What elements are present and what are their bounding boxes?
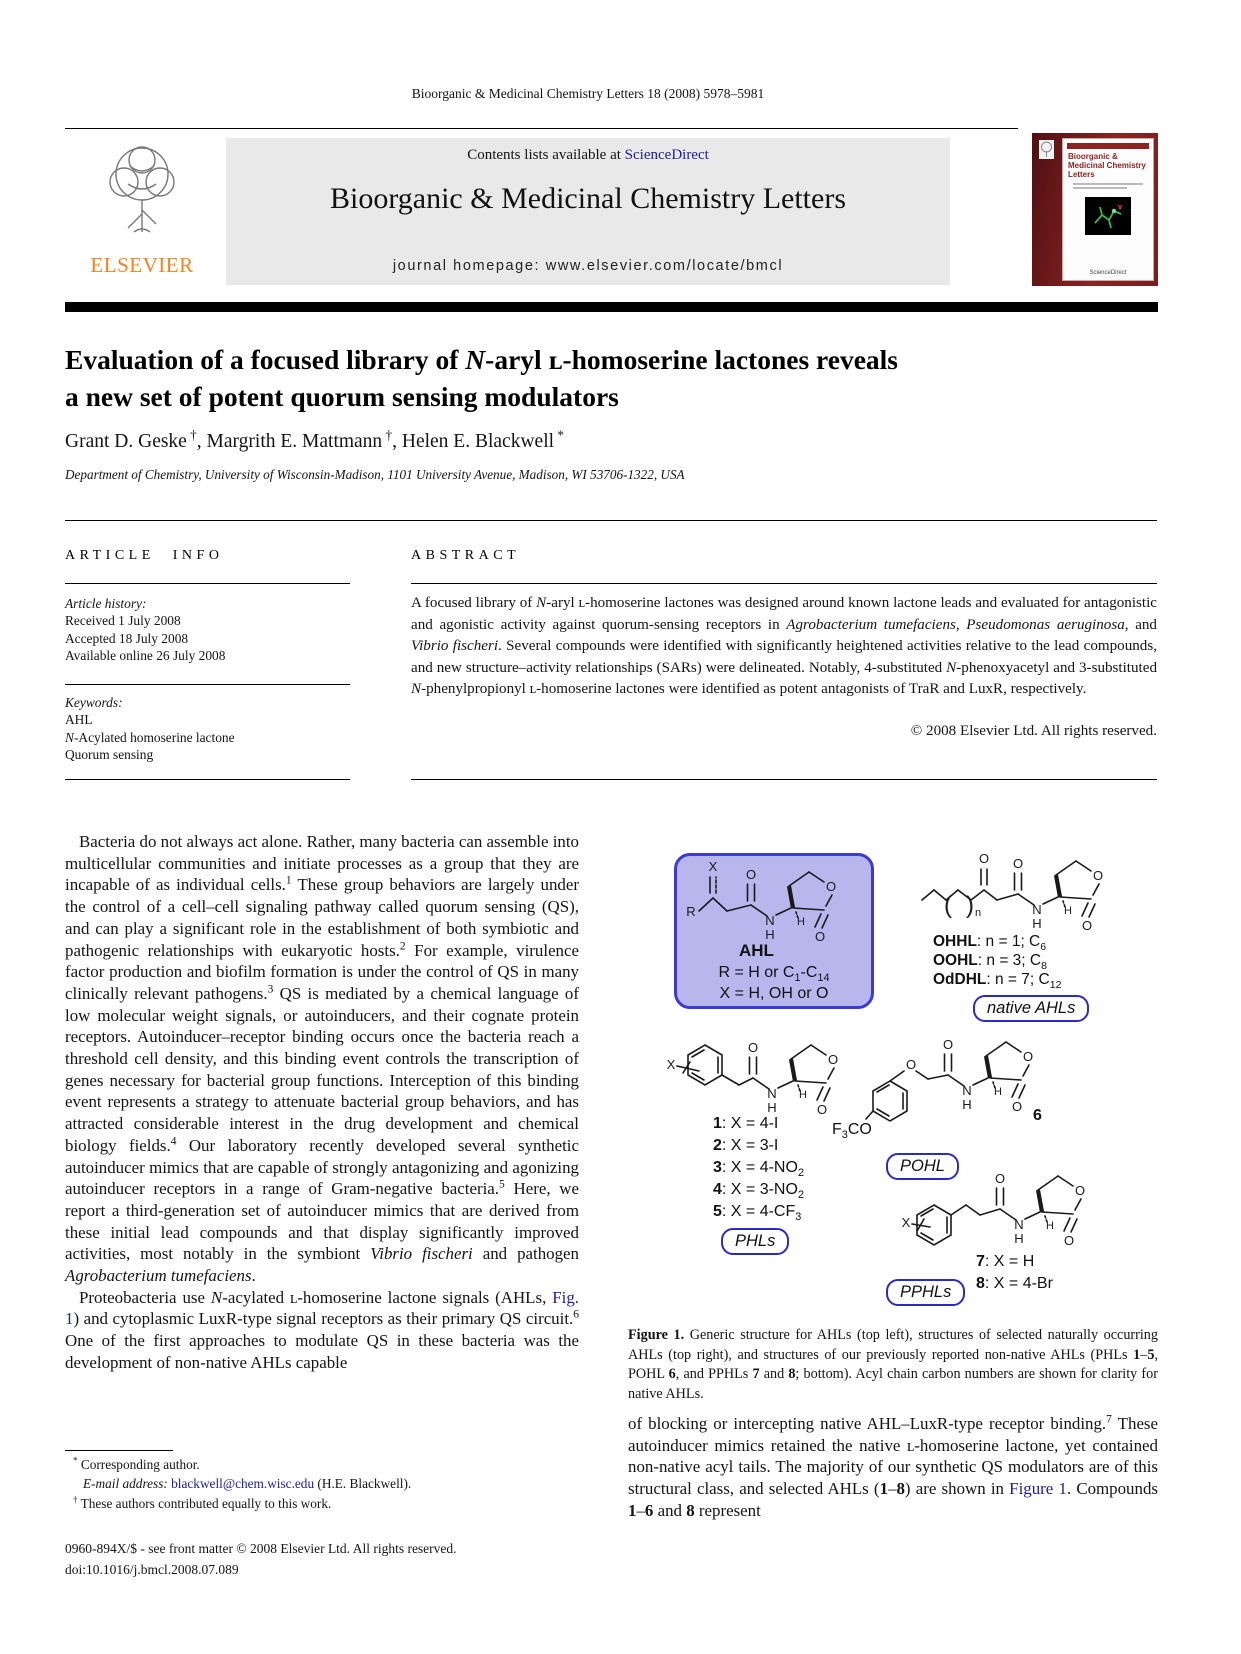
cover-molecule-image xyxy=(1085,197,1131,235)
text-run: OOHL xyxy=(933,952,978,969)
footnotes xyxy=(65,1455,579,1513)
text-run: and xyxy=(759,1366,789,1383)
article-info-head-rule xyxy=(65,583,350,584)
text-run: 5 xyxy=(499,1178,505,1191)
text-run: Corresponding author. xyxy=(77,1457,200,1472)
native-ahl-structure xyxy=(918,843,1128,943)
pohl-structure xyxy=(838,1033,1073,1145)
text-run: : X = H xyxy=(984,1253,1035,1270)
article-info-heading: ARTICLE INFO xyxy=(65,548,224,563)
email-note xyxy=(65,1474,579,1493)
keywords-block xyxy=(65,694,350,764)
text-run: , and xyxy=(1124,616,1157,633)
text-run: † xyxy=(73,1494,78,1505)
text-run: 3 xyxy=(795,1211,802,1224)
text-run: – xyxy=(888,1479,897,1499)
text-run: and pathogen xyxy=(472,1244,579,1264)
text-run: -aryl ʟ-homoserine lactones was designed around known lactone leads and evaluated for antagonistic and agonistic activity against quorum-sensing receptors in xyxy=(411,595,1157,633)
compound-5-label xyxy=(713,1201,801,1224)
text-run: 12 xyxy=(1049,979,1062,992)
text-run: : X = 4-CF xyxy=(721,1203,796,1220)
cover-subtitle-line xyxy=(1073,183,1143,185)
text-run: † xyxy=(382,427,393,443)
text-run: 6 xyxy=(668,1366,676,1383)
keyword-item xyxy=(65,729,350,746)
svg-text:O: O xyxy=(978,851,990,866)
text-run: N xyxy=(536,595,547,611)
text-run: X = H, OH or O xyxy=(719,985,829,1002)
info-block-top-rule xyxy=(65,520,1157,521)
text-run: 2 xyxy=(399,939,406,952)
affiliation: Department of Chemistry, University of Wisconsin-Madison, 1101 University Avenue, Madison, WI 53706-1322, USA xyxy=(65,467,685,482)
text-run: 1 xyxy=(285,874,292,887)
text-run: 5 xyxy=(1147,1346,1155,1363)
svg-text:n: n xyxy=(974,907,982,919)
ahl-r-definition xyxy=(677,962,871,985)
text-run: 3 xyxy=(841,1129,848,1142)
svg-text:X: X xyxy=(666,1057,676,1072)
oddhl-label xyxy=(933,971,1061,990)
text-run: A focused library of xyxy=(411,595,537,611)
text-run: . Compounds xyxy=(1066,1479,1158,1499)
abstract-heading: ABSTRACT xyxy=(411,548,521,563)
figure-1-caption xyxy=(628,1326,1158,1404)
keywords-label: Keywords: xyxy=(65,695,123,710)
text-run: 8 xyxy=(1041,960,1047,973)
text-run: : X = 3-I xyxy=(721,1137,779,1154)
text-run: 4 xyxy=(713,1181,722,1198)
compound-6-label: 6 xyxy=(1033,1107,1042,1124)
text-run: 7 xyxy=(1106,1413,1112,1426)
svg-text:R: R xyxy=(686,904,696,919)
figure1-ref-link[interactable]: Figure 1 xyxy=(1009,1479,1067,1499)
text-run: 1 xyxy=(1133,1346,1141,1363)
text-run: R = H or C xyxy=(718,964,795,981)
text-run: -phenoxyacetyl and 3-substituted xyxy=(956,659,1157,676)
text-run: – xyxy=(636,1500,645,1520)
body-column-right xyxy=(628,1413,1158,1522)
pohl-badge: POHL xyxy=(886,1153,959,1180)
compound-2-label xyxy=(713,1135,778,1158)
abstract-text xyxy=(411,593,1157,701)
header-black-bar xyxy=(65,302,1158,312)
text-run: These authors contributed equally to this work. xyxy=(77,1495,332,1511)
text-run: 6 xyxy=(573,1308,579,1321)
text-run: : n = 3; C xyxy=(977,952,1042,969)
text-run: Our laboratory recently developed several synthetic autoinducer mimics that are capable of strongly antagonizing and agonizing autoinducer receptors in a range of Gram-negative bacteria. xyxy=(65,1135,579,1199)
text-run: Vibrio fischeri xyxy=(411,638,499,655)
text-run: * xyxy=(554,427,564,443)
text-run: 8 xyxy=(896,1479,905,1499)
text-run: AHL xyxy=(65,712,93,728)
text-run: 3 xyxy=(267,983,274,996)
text-run: : X = 4-Br xyxy=(984,1275,1053,1292)
compound-4-label xyxy=(713,1179,804,1202)
journal-header-box xyxy=(226,138,950,285)
cover-red-bar xyxy=(1067,143,1149,149)
text-run: * xyxy=(73,1455,78,1466)
text-run: Grant D. Geske xyxy=(65,431,187,452)
text-run: . Several compounds were identified with significantly heightened activities relative to the lead compounds, and new structure–activity relationships (SARs) were delineated. Notably, 4-substituted xyxy=(411,638,1157,676)
text-run: Agrobacterium tumefaciens, Pseudomonas aeruginosa xyxy=(786,616,1125,633)
text-run: 7 xyxy=(752,1366,760,1383)
keyword-item xyxy=(65,711,350,728)
journal-cover-thumbnail[interactable] xyxy=(1032,133,1158,286)
figure1-ref-link[interactable]: Fig. 1 xyxy=(65,1287,579,1329)
keyword-item xyxy=(65,746,350,763)
native-ahls-badge: native AHLs xyxy=(973,995,1089,1022)
text-run: 14 xyxy=(817,972,830,985)
article-history xyxy=(65,595,350,665)
text-run: ) and cytoplasmic LuxR-type signal receptors as their primary QS circuit. xyxy=(73,1309,574,1329)
text-run: : n = 7; C xyxy=(986,971,1050,988)
text-run: Here, we report a third-generation set of autoinducer mimics that are derived from these initial lead compounds and that display significantly improved activities, most notably in the symbiont xyxy=(65,1179,579,1264)
ahl-generic-structure xyxy=(683,858,863,950)
compound-7-label xyxy=(976,1251,1034,1274)
text-run: Vibrio fischeri xyxy=(370,1244,473,1264)
text-run: 3 xyxy=(713,1159,722,1176)
text-run: -C xyxy=(800,964,818,981)
text-run: N xyxy=(210,1287,223,1307)
text-run: 5 xyxy=(713,1203,722,1220)
text-run: Figure 1. xyxy=(628,1327,685,1343)
figure-1 xyxy=(628,843,1158,1315)
text-run: 1 xyxy=(628,1500,637,1520)
compound-3-label xyxy=(713,1157,804,1180)
text-run: – xyxy=(1140,1346,1148,1363)
text-run: , Margrith E. Mattmann xyxy=(196,431,383,452)
text-run: 8 xyxy=(788,1366,796,1383)
text-run: Bacteria do not always act alone. Rather, many bacteria can assemble into multicellular communities and initiate processes as a group that they are incapable of as individual cells. xyxy=(65,832,579,895)
text-run: and xyxy=(653,1500,687,1520)
compound-1-label xyxy=(713,1113,778,1136)
email-link[interactable]: blackwell@chem.wisc.edu xyxy=(171,1476,315,1492)
text-run: 6 xyxy=(1040,941,1047,954)
text-run: N xyxy=(411,681,422,698)
body-column-left xyxy=(65,831,579,1374)
text-run: F xyxy=(832,1121,842,1138)
oohl-label xyxy=(933,952,1047,971)
equal-contribution-note xyxy=(65,1494,579,1513)
text-run: . xyxy=(251,1266,256,1286)
corresponding-author-note xyxy=(65,1455,579,1474)
pohl-substituent-label xyxy=(832,1119,872,1142)
cover-subtitle-line xyxy=(1073,187,1127,189)
ahl-x-definition xyxy=(677,983,871,1006)
text-run: N xyxy=(946,659,957,676)
text-run: QS is mediated by a chemical language of low molecular weight signals, or autoinducers, and their cognate protein receptors. Autoinducer–receptor binding occurs once the bacteria reach a threshold cell density, and this binding event controls the transcription of genes necessary for bacterial group functions. Interception of this binding event represents a strategy to attenuate bacterial group behaviors, and has attracted considerable interest in the drug development and chemical biology fields. xyxy=(65,983,579,1155)
elsevier-tree-icon xyxy=(94,136,190,248)
text-run: Generic structure for AHLs (top left), structures of selected naturally occurring AHLs (top right), and structures of our previously reported non-native AHLs (PHLs xyxy=(628,1327,1158,1363)
doi-line: doi:10.1016/j.bmcl.2008.07.089 xyxy=(65,1561,239,1577)
svg-text:(: ( xyxy=(944,892,952,919)
text-run: Evaluation of a focused library of xyxy=(65,344,466,375)
text-run: 4 xyxy=(170,1135,177,1148)
cover-panel xyxy=(1062,138,1154,281)
article-info-bottom-rule xyxy=(65,779,350,780)
header-top-rule xyxy=(65,128,1018,129)
text-run: 1 xyxy=(879,1479,889,1499)
text-run: -acylated ʟ-homoserine lactone signals (AHLs, xyxy=(222,1287,553,1307)
text-run: These autoinducer mimics retained the native ʟ-homoserine lactone, yet contained non-native acyl tails. The majority of our synthetic QS modulators are of this structural class, and selected AHLs ( xyxy=(628,1414,1159,1499)
text-run: Quorum sensing xyxy=(65,747,154,763)
article-title-line2 xyxy=(65,378,1085,415)
text-run: : X = 4-NO xyxy=(721,1159,798,1176)
text-run: 8 xyxy=(686,1500,695,1520)
text-run: 7 xyxy=(976,1253,985,1270)
ahl-label: AHL xyxy=(739,941,774,960)
cover-tree-icon xyxy=(1039,140,1054,159)
history-received: Received 1 July 2008 xyxy=(65,613,181,629)
text-run: (H.E. Blackwell). xyxy=(314,1476,412,1492)
text-run: , Helen E. Blackwell xyxy=(392,431,555,452)
journal-title: Bioorganic & Medicinal Chemistry Letters xyxy=(329,182,846,215)
abstract-copyright: © 2008 Elsevier Ltd. All rights reserved. xyxy=(910,723,1157,739)
text-run: 2 xyxy=(797,1167,804,1180)
article-info-mid-rule xyxy=(65,684,350,685)
text-run: 2 xyxy=(797,1189,804,1202)
text-run: : X = 3-NO xyxy=(721,1181,798,1198)
text-run: These group behaviors are largely under the control of a cell–cell signaling pathway called quorum sensing (QS), and can play a significant role in the establishment of both symbiotic and pathogenic relationships with eukaryotic hosts. xyxy=(65,875,579,960)
text-run: 6 xyxy=(644,1500,654,1520)
text-run: -aryl ʟ-homoserine lactones reveals xyxy=(485,344,899,375)
text-run: 1 xyxy=(713,1115,722,1132)
text-run: represent xyxy=(694,1500,761,1520)
text-run: a new set of potent quorum sensing modulators xyxy=(65,381,619,412)
text-run: 1 xyxy=(794,972,801,985)
text-run: of blocking or intercepting native AHL–LuxR-type receptor binding. xyxy=(628,1414,1107,1433)
text-run: † xyxy=(186,427,197,443)
author-list xyxy=(65,427,965,453)
text-run: -phenylpropionyl ʟ-homoserine lactones were identified as potent antagonists of TraR and LuxR, respectively. xyxy=(421,681,1087,698)
text-run: N xyxy=(65,729,74,745)
abstract-bottom-rule xyxy=(411,779,1157,780)
text-run: ) are shown in xyxy=(904,1479,1010,1499)
compound-8-label xyxy=(976,1273,1053,1296)
text-run: OHHL xyxy=(933,933,977,950)
cover-sciencedirect-brand: ScienceDirect xyxy=(1089,270,1127,276)
article-history-label: Article history: xyxy=(65,596,147,611)
article-title xyxy=(65,341,1085,415)
text-run: OdDHL xyxy=(933,971,987,988)
ohhl-label xyxy=(933,933,1046,952)
svg-text:X: X xyxy=(708,859,718,874)
contents-line xyxy=(226,147,950,164)
body-paragraph-1 xyxy=(65,831,579,1287)
history-online: Available online 26 July 2008 xyxy=(65,648,226,664)
article-title-line1 xyxy=(65,341,1085,378)
ahl-generic-box xyxy=(674,853,874,1009)
cover-title: Bioorganic & Medicinal Chemistry Letters xyxy=(1068,152,1146,179)
issn-line: 0960-894X/$ - see front matter © 2008 Elsevier Ltd. All rights reserved. xyxy=(65,1541,457,1556)
journal-homepage-link[interactable]: journal homepage: www.elsevier.com/locate/bmcl xyxy=(392,258,784,274)
text-run: ; bottom). Acyl chain carbon numbers are shown for clarity for native AHLs. xyxy=(628,1366,1158,1402)
text-run: E-mail address: xyxy=(83,1476,168,1492)
text-run: : n = 1; C xyxy=(976,933,1041,950)
phls-badge: PHLs xyxy=(721,1228,789,1255)
svg-text:X: X xyxy=(901,1215,911,1230)
text-run: , POHL xyxy=(628,1346,1158,1383)
sciencedirect-link[interactable]: ScienceDirect xyxy=(624,147,709,163)
svg-text:): ) xyxy=(966,892,974,919)
text-run: 2 xyxy=(713,1137,722,1154)
text-run: -Acylated homoserine lactone xyxy=(73,729,235,745)
text-run: Agrobacterium tumefaciens xyxy=(65,1266,252,1286)
text-run: Proteobacteria use xyxy=(79,1287,211,1307)
body-paragraph-2 xyxy=(65,1287,579,1374)
body-paragraph-3 xyxy=(628,1413,1158,1522)
elsevier-logo[interactable] xyxy=(72,136,212,286)
journal-citation: Bioorganic & Medicinal Chemistry Letters 18 (2008) 5978–5981 xyxy=(411,86,765,101)
svg-text:O: O xyxy=(905,1057,917,1072)
footnote-rule xyxy=(65,1450,173,1451)
text-run: For example, virulence factor production and biofilm formation is under the control of QS in many clinically relevant pathogens. xyxy=(65,940,579,1003)
text-run: : X = 4-I xyxy=(721,1115,779,1132)
pphls-badge: PPHLs xyxy=(886,1279,965,1306)
history-accepted: Accepted 18 July 2008 xyxy=(65,630,189,646)
text-run: Contents lists available at xyxy=(467,147,625,163)
elsevier-wordmark: ELSEVIER xyxy=(90,253,194,277)
abstract-head-rule xyxy=(411,583,1157,584)
imprint-footer xyxy=(65,1539,765,1580)
text-run: N xyxy=(465,344,486,375)
text-run: , and PPHLs xyxy=(675,1366,753,1383)
text-run: 8 xyxy=(976,1275,985,1292)
text-run: One of the first approaches to modulate QS in these bacteria was the development of non-native AHLs capable xyxy=(65,1331,579,1372)
text-run: CO xyxy=(847,1121,872,1138)
